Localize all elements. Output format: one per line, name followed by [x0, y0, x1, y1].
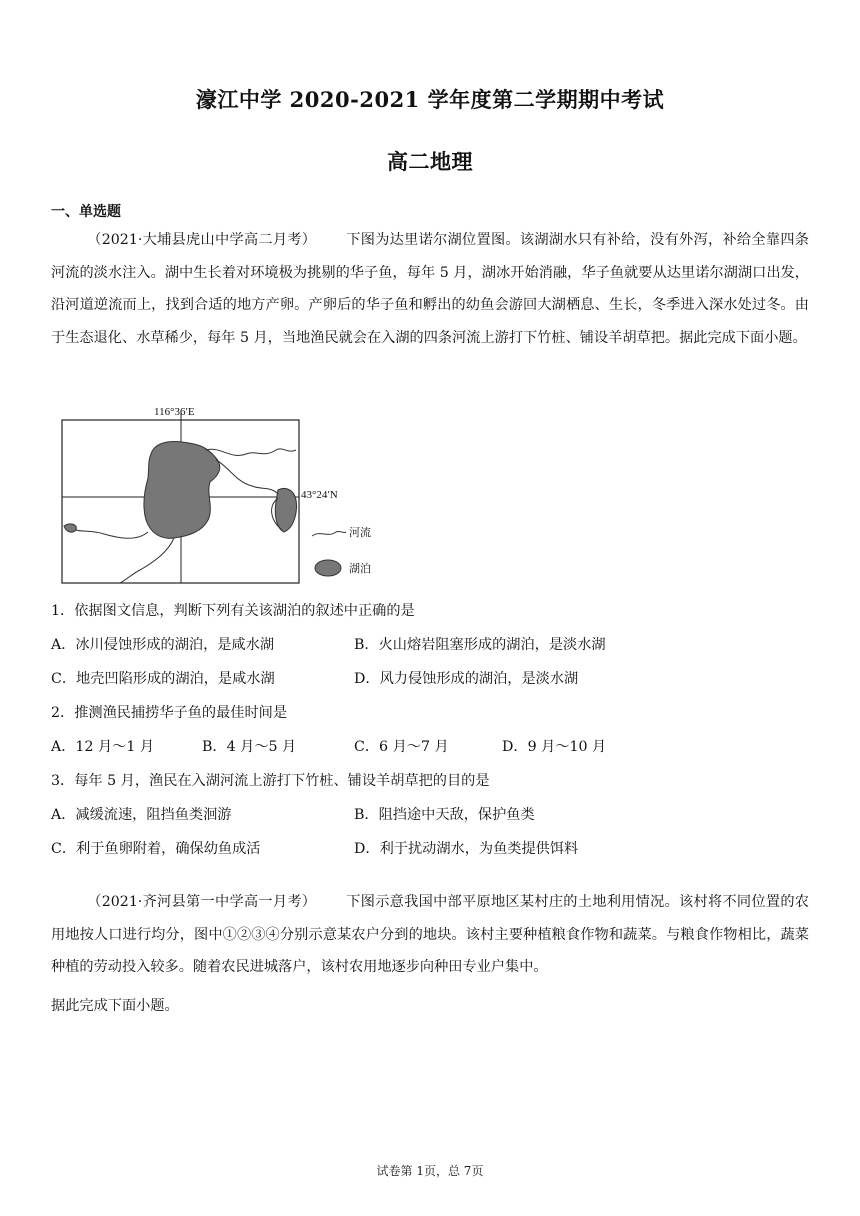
exam-title: 濠江中学 2020-2021 学年度第二学期期中考试 [195, 87, 665, 112]
river-east [216, 460, 278, 494]
q2-option-a: A．12 月～1 月 [51, 739, 155, 755]
q2-option-b: B．4 月～5 月 [202, 739, 297, 755]
latitude-label: 43°24′N [301, 489, 338, 501]
q1-option-a: A．冰川侵蚀形成的湖泊，是咸水湖 [51, 637, 275, 653]
q3-option-c: C．利于鱼卵附着，确保幼鱼成活 [51, 841, 261, 857]
river-south [120, 538, 174, 583]
passage-2-closing: 据此完成下面小题。 [51, 998, 179, 1014]
q1-option-c: C．地壳凹陷形成的湖泊，是咸水湖 [51, 671, 275, 687]
legend-lake-swatch [315, 560, 341, 576]
q3-option-d: D．利于扰动湖水，为鱼类提供饵料 [354, 841, 579, 857]
question-3-stem: 3．每年 5 月，渔民在入湖河流上游打下竹桩、铺设羊胡草把的目的是 [51, 773, 490, 789]
legend-river-line [312, 531, 346, 536]
q2-option-d: D．9 月～10 月 [502, 739, 607, 755]
question-2-stem: 2．推测渔民捕捞华子鱼的最佳时间是 [51, 705, 288, 721]
west-lake [64, 524, 76, 532]
legend-river-label: 河流 [349, 526, 371, 539]
lake-location-map [56, 402, 386, 584]
q3-option-a: A．减缓流速，阻挡鱼类洄游 [51, 807, 232, 823]
lake-shape [144, 442, 220, 539]
q2-option-c: C．6 月～7 月 [354, 739, 449, 755]
river-north [206, 449, 296, 456]
page-footer: 试卷第 1页，总 7页 [376, 1164, 484, 1178]
q3-option-b: B．阻挡途中天敌，保护鱼类 [354, 807, 535, 823]
exam-subtitle: 高二地理 [387, 149, 473, 174]
section-heading: 一、单选题 [51, 204, 121, 220]
river-southwest [76, 530, 148, 538]
passage-2-text: 下图示意我国中部平原地区某村庄的土地利用情况。该村将不同位置的农用地按人口进行均分，图中①②③④分别示意某农户分到的地块。该村主要种植粮食作物和蔬菜。与粮食作物相比，蔬菜种植的劳动投入较多。随着农民进城落户，该村农用地逐步向种田专业户集中。 [51, 894, 809, 976]
passage-2 [51, 886, 809, 984]
q1-option-b: B．火山熔岩阻塞形成的湖泊，是淡水湖 [354, 637, 606, 653]
passage-1-text: 下图为达里诺尔湖位置图。该湖湖水只有补给，没有外泻，补给全靠四条河流的淡水注入。湖中生长着对环境极为挑剔的华子鱼，每年 5 月，湖冰开始消融，华子鱼就要从达里诺尔湖湖口出发，沿河道逆流而上，找到合适的地方产卵。产卵后的华子鱼和孵出的幼鱼会游回大湖栖息、生长，冬季进入深水处过冬。由于生态退化、水草稀少，每年 5 月，当地渔民就会在入湖的四条河流上游打下竹桩、铺设羊胡草把。据此完成下面小题。 [51, 232, 809, 346]
east-lake [275, 488, 296, 532]
q1-option-d: D．风力侵蚀形成的湖泊，是淡水湖 [354, 671, 579, 687]
passage-1-source: （2021·大埔县虎山中学高二月考） [87, 232, 317, 248]
legend-lake-label: 湖泊 [349, 562, 371, 575]
passage-1 [51, 224, 809, 354]
longitude-label: 116°36′E [154, 406, 195, 418]
question-1-stem: 1．依据图文信息，判断下列有关该湖泊的叙述中正确的是 [51, 603, 415, 619]
passage-2-source: （2021·齐河县第一中学高一月考） [87, 894, 317, 910]
